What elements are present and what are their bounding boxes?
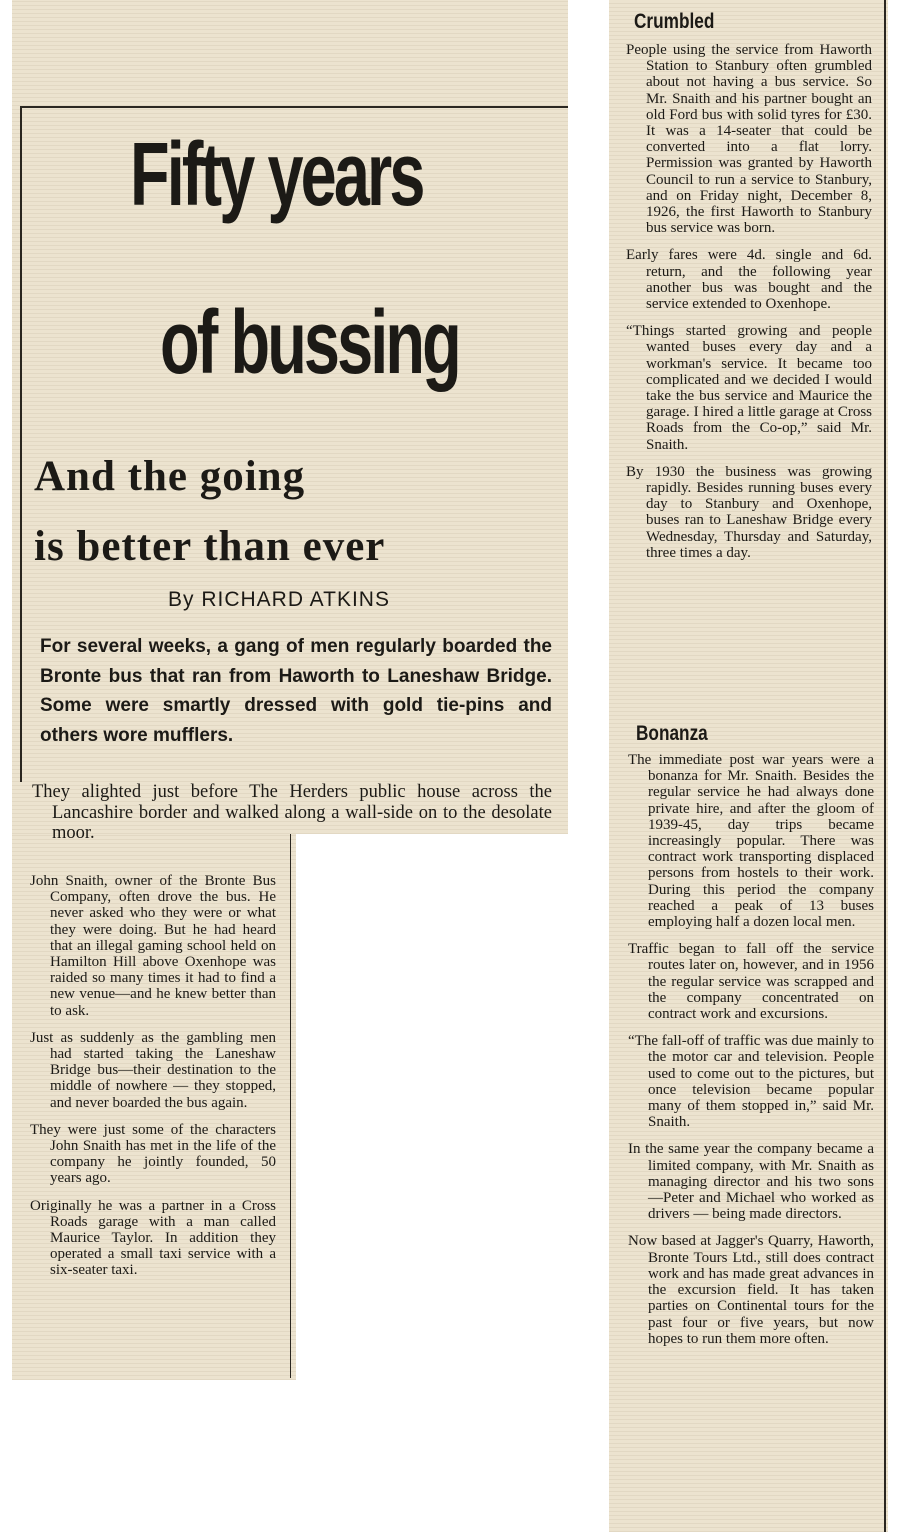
paragraph-text: By 1930 the business was growing rapidly. Besides running buses every day to Stanbury and Oxenhope, buses ran to Laneshaw Bridge every Wednesday, Thursday and Saturday, three times a day.	[626, 463, 872, 561]
paragraph-text: “Things started growing and people wanted buses every day and a workman's service. It became too complicated and we decided I would take the bus service and Maurice the garage. I hired a little garage at Cross Roads from the Co-op,” said Mr. Snaith.	[626, 323, 872, 453]
article-paragraph	[30, 1030, 276, 1111]
paragraph-text: The immediate post war years were a bonanza for Mr. Snaith. Besides the regular service he had always done private hire, and after the gloom of 1939-45, day trips became increasingly popular. There was contract work transporting displaced persons from hostels to their work. During this period the company reached a peak of 13 buses employing half a dozen local men.	[628, 752, 874, 931]
intro-text: For several weeks, a gang of men regularly boarded the Bronte bus that ran from Haworth to Laneshaw Bridge. Some were smartly dressed with gold tie-pins and others wore mufflers.	[40, 636, 552, 746]
article-paragraph	[628, 1141, 874, 1222]
article-paragraph	[626, 247, 872, 312]
subhead-line1: And the going	[34, 453, 306, 500]
article-paragraph	[628, 752, 874, 930]
left-column	[30, 873, 276, 1290]
paragraph-text: They were just some of the characters John Snaith has met in the life of the company he jointly founded, 50 years ago.	[30, 1121, 276, 1187]
paragraph-text: Traffic began to fall off the service routes later on, however, and in 1956 the regular service was scrapped and the company concentrated on contract work and excursions.	[628, 941, 874, 1023]
left-vertical-rule	[20, 106, 22, 782]
article-paragraph	[30, 1198, 276, 1279]
right-column-bottom	[628, 752, 874, 1358]
crosshead-crumbled: Crumbled	[634, 10, 715, 33]
article-paragraph	[30, 1122, 276, 1187]
paragraph-text: Just as suddenly as the gambling men had started taking the Laneshaw Bridge bus—their destination to the middle of nowhere — they stopped, and never boarded the bus again.	[30, 1029, 276, 1111]
article-paragraph	[628, 941, 874, 1022]
paragraph-text: John Snaith, owner of the Bronte Bus Company, often drove the bus. He never asked who they were or what they were doing. But he had heard that an illegal gaming school held on Hamilton Hill above Oxenhope was raided so many times it had to find a new venue—and he knew better than to ask.	[30, 873, 276, 1019]
paragraph-text: Originally he was a partner in a Cross Roads garage with a man called Maurice Taylor. In addition they operated a small taxi service with a six-seater taxi.	[30, 1197, 276, 1279]
subhead-line2: is better than ever	[34, 523, 386, 570]
article-paragraph	[628, 1233, 874, 1346]
top-rule	[20, 106, 568, 108]
column-divider-left	[290, 834, 291, 1378]
paragraph-text: Early fares were 4d. single and 6d. return, and the following year another bus was bought and the service extended to Oxenhope.	[626, 247, 872, 313]
article-paragraph	[626, 464, 872, 561]
paragraph-text: People using the service from Haworth Station to Stanbury often grumbled about not having a bus service. So Mr. Snaith and his partner bought an old Ford bus with solid tyres for £30. It was a 14-seater that could be converted into a flat lorry. Permission was granted by Haworth Council to run a service to Stanbury, and on Friday night, December 8, 1926, the first Haworth to Stanbury bus service was born.	[626, 42, 872, 237]
article-paragraph	[30, 873, 276, 1019]
headline-line2: of bussing	[160, 293, 459, 393]
byline: By RICHARD ATKINS	[168, 588, 390, 611]
paragraph-text: “The fall-off of traffic was due mainly to the motor car and television. People used to come out to the pictures, but once television became popular many of them stopped in,” said Mr. Snaith.	[628, 1033, 874, 1131]
article-paragraph	[626, 323, 872, 453]
headline-line1: Fifty years	[130, 125, 423, 225]
column-divider-right	[884, 0, 886, 1532]
lead-text: They alighted just before The Herders public house across the Lancashire border and walked along a wall-side on to the desolate moor.	[32, 782, 552, 843]
article-paragraph	[626, 42, 872, 236]
crosshead-bonanza: Bonanza	[636, 722, 708, 745]
right-column-top	[626, 42, 872, 572]
intro-paragraph	[40, 632, 552, 750]
article-paragraph	[628, 1033, 874, 1130]
paragraph-text: Now based at Jagger's Quarry, Haworth, Bronte Tours Ltd., still does contract work and has made great advances in the excursion field. It has taken parties on Continental tours for the past four or five years, but now hopes to run them more often.	[628, 1233, 874, 1347]
lead-paragraph	[32, 782, 552, 844]
paragraph-text: In the same year the company became a limited company, with Mr. Snaith as managing director and his two sons—Peter and Michael who worked as drivers — being made directors.	[628, 1141, 874, 1223]
